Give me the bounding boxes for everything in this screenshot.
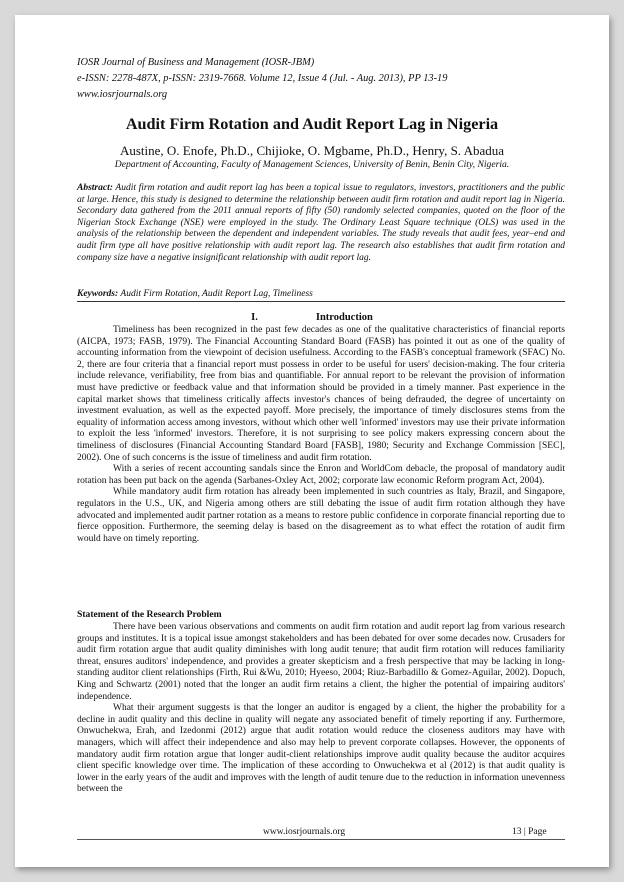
footer-divider bbox=[77, 839, 565, 840]
footer-website: www.iosrjournals.org bbox=[263, 827, 346, 837]
keywords-label: Keywords: bbox=[77, 289, 119, 299]
page-number: 13 | Page bbox=[512, 827, 547, 837]
paragraph: Timeliness has been recognized in the past few decades as one of the qualitative characteristics of financial reports (AICPA, 1973; FASB, 1979). The Financial Accounting Standard Board (FASB) has pointed it out as one of the quality of accounting information from the viewpoint of decision usefulness. According to the FASB's conceptual framework (SFAC) No. 2, there are four criteria that a financial report must possess in order to be useful for users' decision-making. The four criteria include relevance, verifiability, free from bias and quantifiable. For annual report to be relevant the provision of information must have predictive or feedback value and that information should be provided in a timely manner. Past experience in the capital market shows that timeliness critically affects investor's chances of being defrauded, the degree of uncertainty on investment evaluation, as well as the expected payoff. More precisely, the importance of timely disclosures stems from the equality of information access among investors, without which other well 'informed' investors may use their private information to exploit the less 'informed' investors. Therefore, it is not surprising to see policy makers expressing concern about the timeliness of disclosures (Financial Accounting Standard Board [FASB], 1980; Security and Exchange Commission [SEC], 2002). One of such concerns is the issue of timeliness and audit firm rotation. bbox=[77, 325, 565, 463]
paragraph: What their argument suggests is that the longer an auditor is engaged by a client, the higher the probability for a decline in audit quality and this decline in quality will negate any associated benefit of timely reporting if any. Furthermore, Onwuchekwa, Erah, and Izedonmi (2012) argue that audit rotation would reduce the closeness auditors may have with managers, which will affect their independence and also may help to prevent corporate collapses. However, the opponents of mandatory audit firm rotation argue that longer audit-client relationships improve audit quality because the auditor acquires client specific knowledge over time. The implication of these according to Onwuchekwa et al (2012) is that audit quality is lower in the early years of the audit and improves with the length of audit tenure due to the reduction in information unevenness between the bbox=[77, 703, 565, 795]
research-problem-body bbox=[77, 622, 565, 796]
author-affiliation: Department of Accounting, Faculty of Management Sciences, University of Benin, Benin City, Nigeria. bbox=[114, 159, 510, 170]
paragraph: There have been various observations and comments on audit firm rotation and audit report lag from various research groups and institutes. It is a topical issue amongst stakeholders and has been debated for over some decades now. Crusaders for audit firm rotation argue that audit quality diminishes with long audit tenure; that audit firm rotation will reduces familiarity threat, ensures auditors' independence, and provides a greater skepticism and a fresh perspective that may be lacking in long-standing auditor client relationships (Firth, Rui &Wu, 2010; Hyeeso, 2004; Riuz-Barbadillo & Gomez-Aguilar, 2002). Dopuch, King and Schwartz (2001) noted that the longer an audit firm retains a client, the higher the potential of impairing auditors' independence. bbox=[77, 622, 565, 702]
paper-title: Audit Firm Rotation and Audit Report Lag in Nigeria bbox=[125, 115, 499, 133]
keywords bbox=[77, 289, 565, 301]
journal-issn-volume: e-ISSN: 2278-487X, p-ISSN: 2319-7668. Volume 12, Issue 4 (Jul. - Aug. 2013), PP 13-19 bbox=[77, 73, 448, 84]
section-title: Introduction bbox=[315, 312, 373, 323]
abstract-label: Abstract: bbox=[77, 183, 113, 193]
paragraph: While mandatory audit firm rotation has already been implemented in such countries as Italy, Brazil, and Singapore, regulators in the U.S., UK, and Nigeria among others are still debating the issue of audit firm rotation although they have advocated and implemented audit partner rotation as a means to restore public confidence in corporate financial reporting due to fierce opposition. Furthermore, the seeming delay is based on the disagreement as to what effect the rotation of audit firm would have on timely reporting. bbox=[77, 487, 565, 544]
section-heading bbox=[15, 312, 609, 323]
abstract-text: Audit firm rotation and audit report lag has been a topical issue to regulators, investors, practitioners and the public at large. Hence, this study is designed to determine the relationship between audit firm rotation and audit report lag in Nigeria. Secondary data gathered from the 2011 annual reports of fifty (50) randomly selected companies, quoted on the floor of the Nigerian Stock Exchange (NSE) were employed in the study. The Ordinary Least Square technique (OLS) was used in the analysis of the relationship between the dependent and independent variables. The study reveals that audit fees, year–end and audit firm type all have positive relationship with audit report lag. The research also establishes that audit firm rotation and company size have a negative insignificant relationship with audit report lag. bbox=[77, 183, 565, 263]
subsection-heading: Statement of the Research Problem bbox=[77, 609, 222, 620]
paper-authors: Austine, O. Enofe, Ph.D., Chijioke, O. Mgbame, Ph.D., Henry, S. Abadua bbox=[119, 143, 505, 158]
paragraph: With a series of recent accounting sandals since the Enron and WorldCom debacle, the proposal of mandatory audit rotation has been put back on the agenda (Sarbanes-Oxley Act, 2002; corporate law economic Reform program Act, 2004). bbox=[77, 464, 565, 486]
journal-name: IOSR Journal of Business and Management (IOSR-JBM) bbox=[77, 57, 315, 68]
journal-website: www.iosrjournals.org bbox=[77, 89, 168, 100]
section-number: I. bbox=[251, 312, 258, 323]
keywords-text: Audit Firm Rotation, Audit Report Lag, Timeliness bbox=[120, 289, 313, 299]
divider bbox=[77, 301, 565, 302]
introduction-body bbox=[77, 325, 565, 545]
paper-page bbox=[15, 15, 609, 867]
abstract bbox=[77, 183, 565, 264]
